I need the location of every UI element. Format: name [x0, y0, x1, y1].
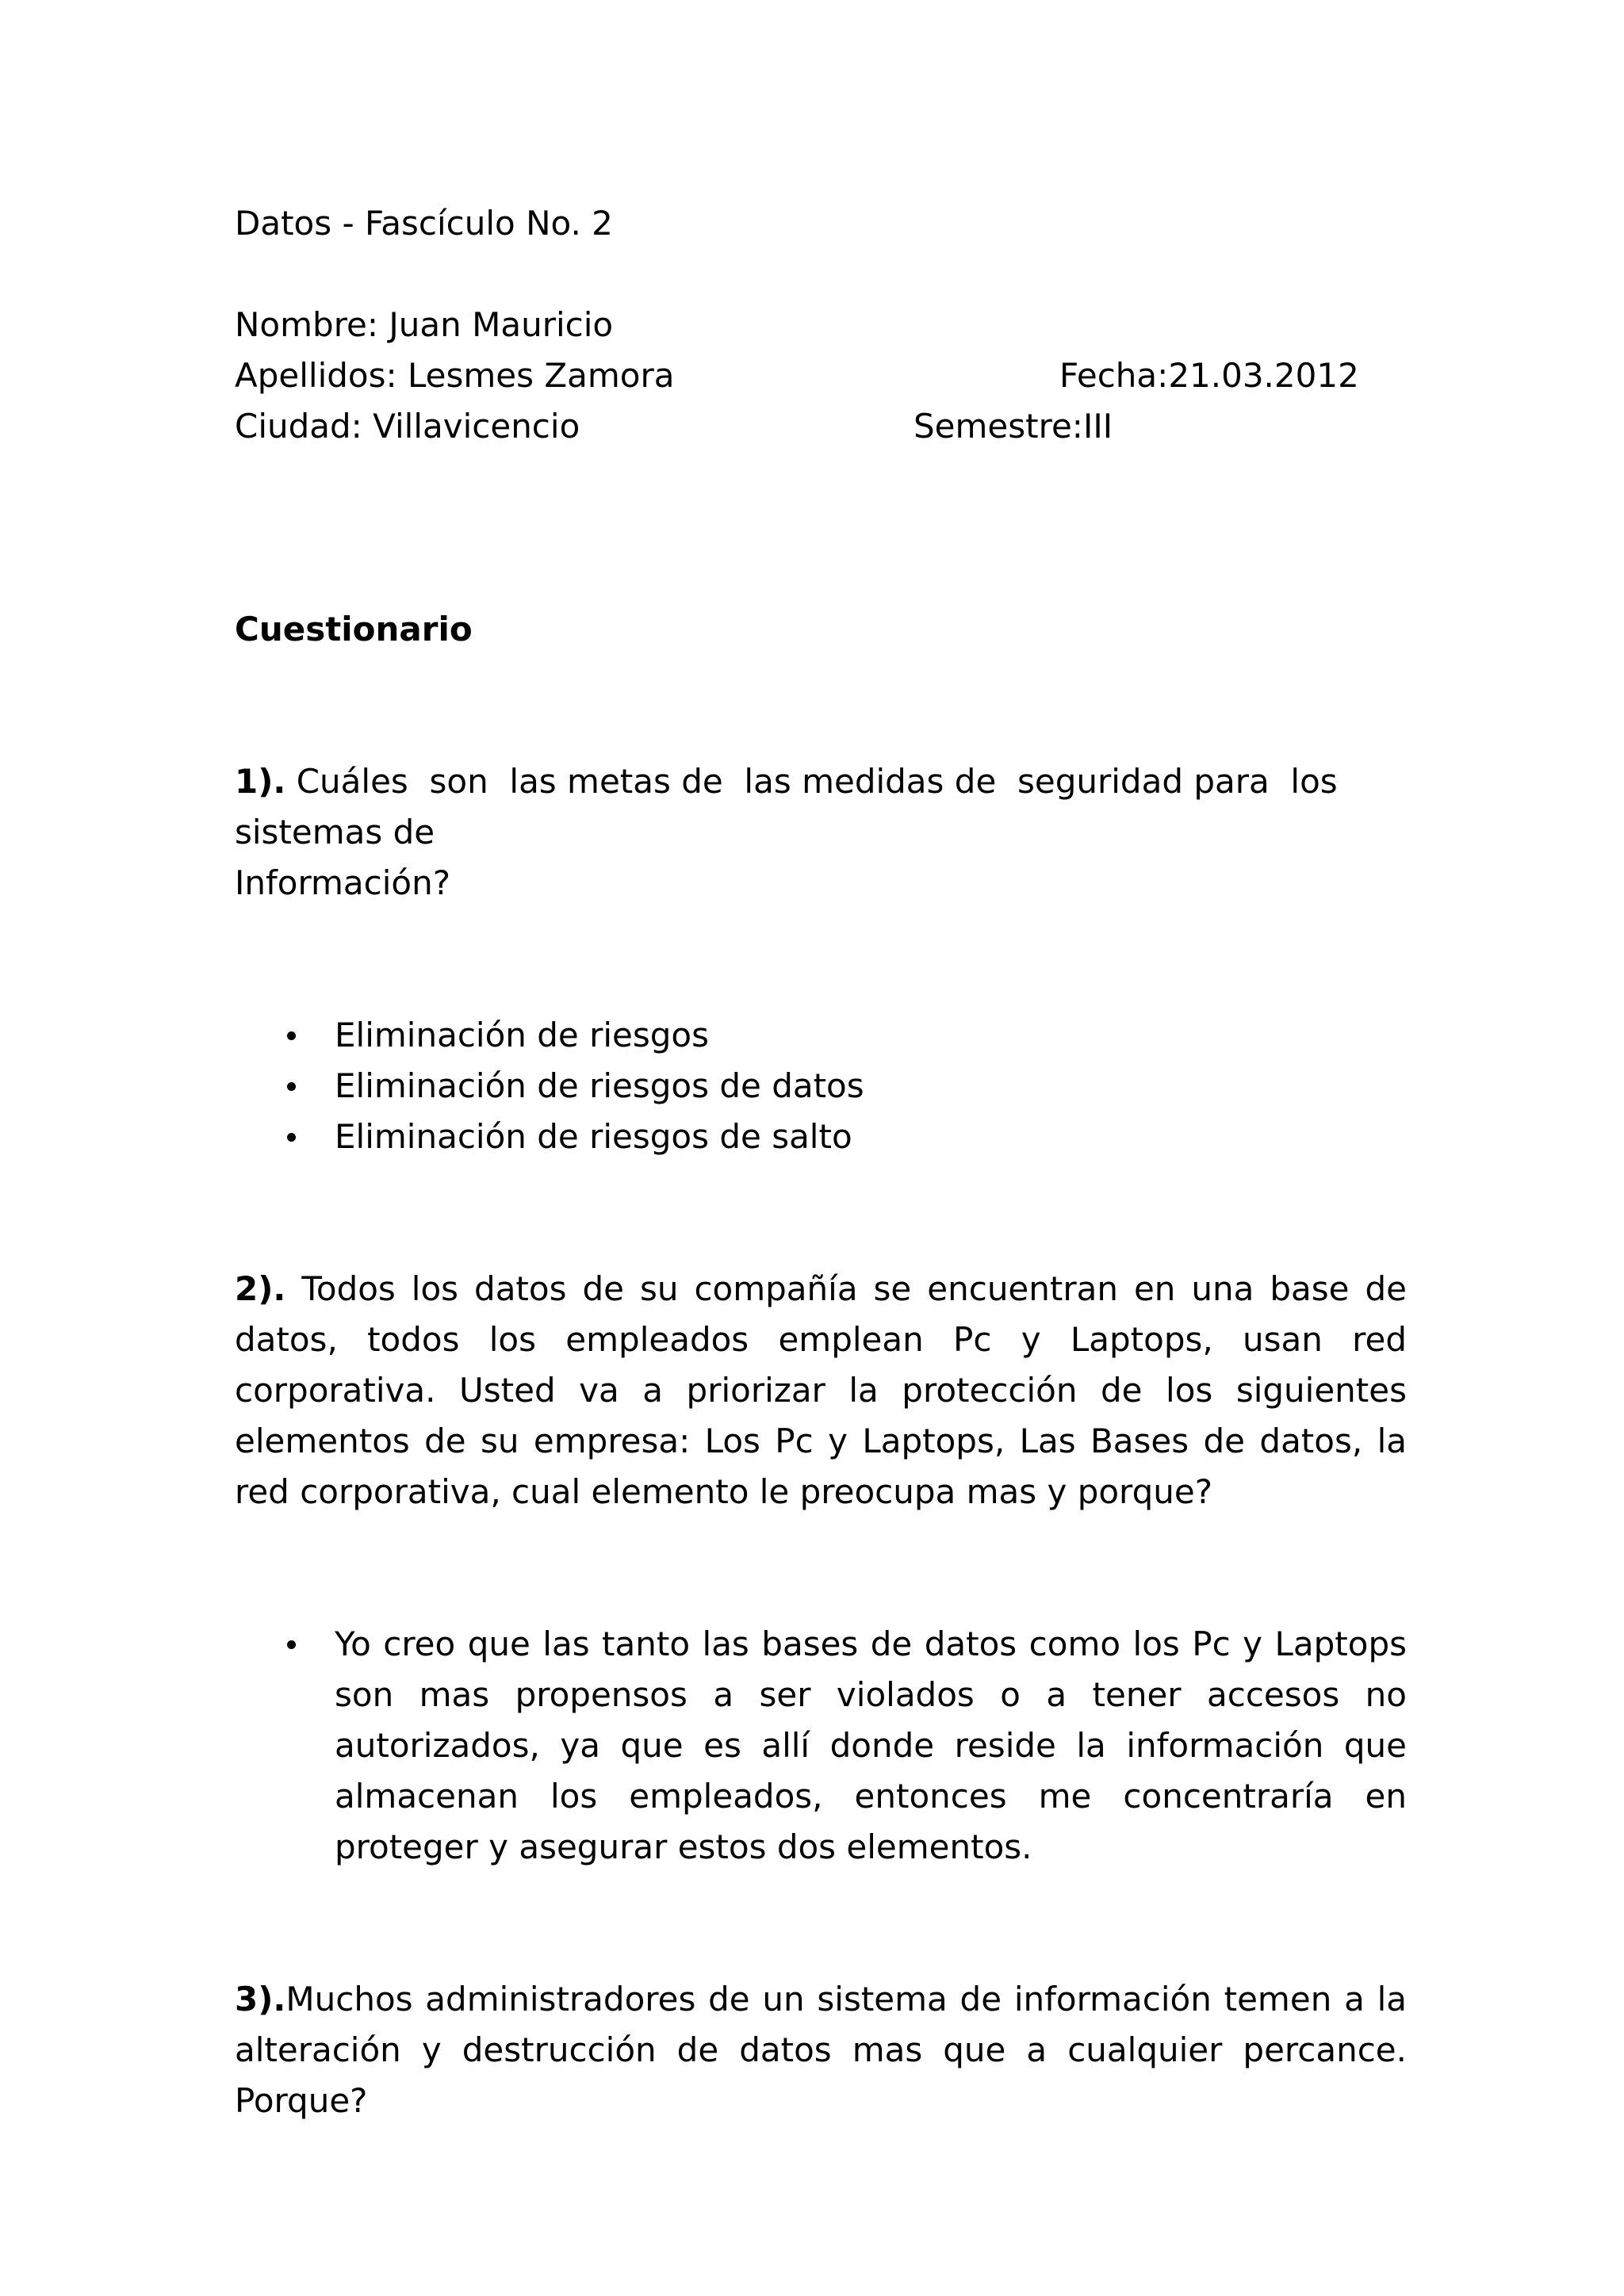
list-item: Eliminación de riesgos [235, 1010, 1407, 1061]
question-2 [235, 1264, 1407, 1517]
question-3-number: 3). [235, 1980, 286, 2019]
ciudad-label: Ciudad [235, 407, 351, 446]
question-3-text: Muchos administradores de un sistema de información temen a la alteración y destrucción de datos mas que a cualquier percance. Porque? [235, 1980, 1407, 2120]
question-1 [235, 756, 1407, 909]
semestre-line: Semestre:III [914, 407, 1113, 446]
question-2-text: Todos los datos de su compañía se encuentran en una base de datos, todos los empleados emplean Pc y Laptops, usan red corporativa. Usted va a priorizar la protección de los siguientes elementos de su empresa: Los Pc y Laptops, Las Bases de datos, la red corporativa, cual elemento le preocupa mas y porque? [235, 1269, 1407, 1511]
question-1-line-3: Información? [235, 863, 451, 902]
document-page [235, 198, 1407, 2126]
question-2-answers [235, 1619, 1407, 1873]
bullet-icon [287, 1082, 296, 1091]
list-item: Eliminación de riesgos de datos [235, 1061, 1407, 1112]
bullet-icon [287, 1640, 296, 1649]
nombre-line: Nombre: Juan Mauricio [235, 305, 614, 344]
fecha-label: Fecha [1059, 356, 1158, 395]
fecha-line: Fecha:21.03.2012 [1059, 356, 1359, 395]
section-heading: Cuestionario [235, 610, 473, 649]
question-1-line-1: Cuáles son las metas de las medidas de seguridad para los [285, 762, 1338, 801]
student-info [235, 300, 1407, 452]
question-1-answers [235, 1010, 1407, 1162]
question-3 [235, 1974, 1407, 2126]
apellidos-label: Apellidos [235, 356, 386, 395]
list-item: Yo creo que las tanto las bases de datos como los Pc y Laptops son mas propensos a ser violados o a tener accesos no autorizados, ya que es allí donde reside la información que almacenan los empleados, entonces me concentraría en proteger y asegurar estos dos elementos. [235, 1619, 1407, 1873]
fecha-value: 21.03.2012 [1168, 356, 1359, 395]
question-1-line-2: sistemas de [235, 813, 435, 851]
apellidos-line: Apellidos: Lesmes Zamora [235, 356, 675, 395]
ciudad-line: Ciudad: Villavicencio [235, 407, 580, 446]
question-1-number: 1). [235, 762, 286, 801]
ciudad-value: Villavicencio [362, 407, 580, 446]
semestre-value: III [1082, 407, 1113, 446]
bullet-icon [287, 1133, 296, 1142]
list-item: Eliminación de riesgos de salto [235, 1112, 1407, 1162]
question-2-number: 2). [235, 1269, 286, 1308]
nombre-label: Nombre [235, 305, 367, 344]
nombre-value: Juan Mauricio [378, 305, 614, 344]
document-title: Datos - Fascículo No. 2 [235, 204, 613, 243]
semestre-label: Semestre [914, 407, 1072, 446]
bullet-icon [287, 1031, 296, 1040]
apellidos-value: Lesmes Zamora [396, 356, 675, 395]
